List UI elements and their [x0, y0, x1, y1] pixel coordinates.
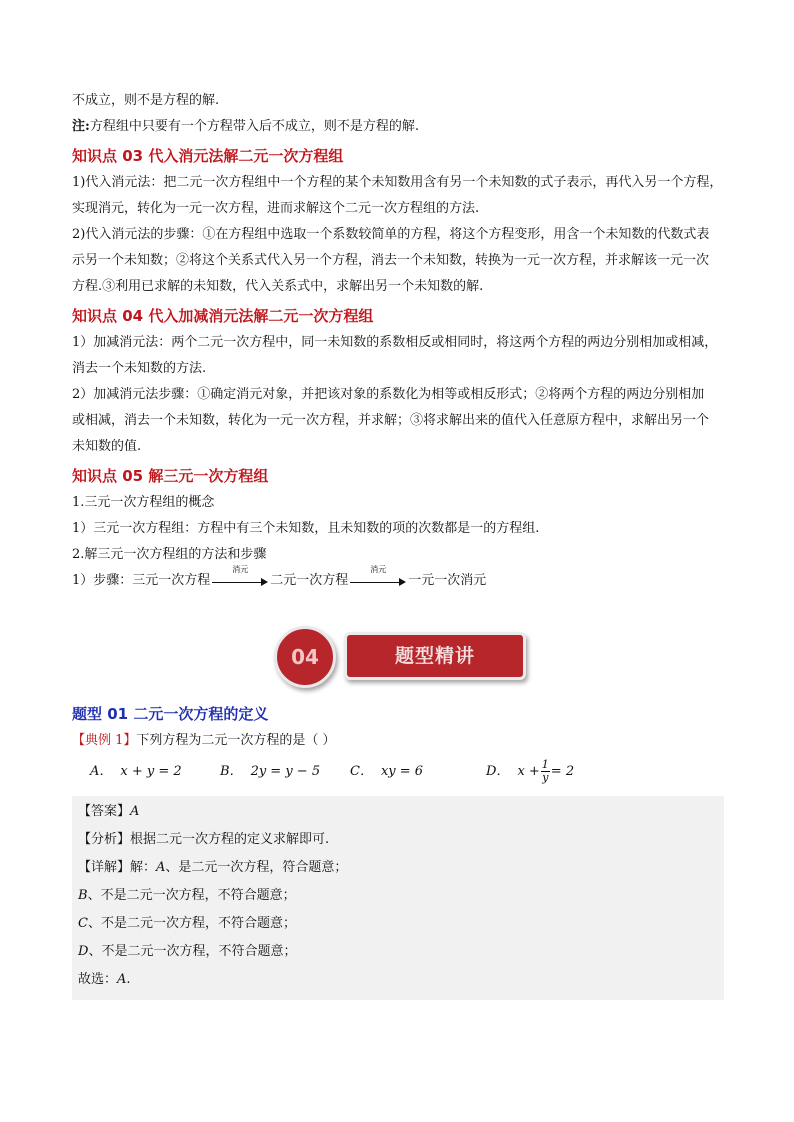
section-title-k04: 知识点 04 代入加减消元法解二元一次方程组	[72, 307, 374, 325]
k04-p2c: 未知数的值.	[72, 439, 142, 454]
options-row	[72, 754, 724, 790]
analysis-line: 【分析】根据二元一次方程的定义求解即可.	[78, 832, 330, 847]
note-text: 方程组中只要有一个方程带入后不成立，则不是方程的解.	[89, 119, 419, 134]
note-paragraph	[72, 114, 724, 140]
k05-s1: 1.三元一次方程组的概念	[72, 495, 215, 510]
step-end: 一元一次消元	[408, 573, 487, 588]
k03-p1a: 1)代入消元法：把二元一次方程组中一个方程的某个未知数用含有另一个未知数的式子表示，再代入另一个方程，	[72, 175, 723, 190]
banner-number-badge: 04	[274, 626, 336, 688]
section-banner	[72, 618, 724, 690]
arrow-label: 消元	[370, 564, 387, 574]
example-label: 【典例 1】	[72, 733, 137, 748]
type01-title: 题型 01 二元一次方程的定义	[72, 705, 269, 723]
document-page	[72, 88, 724, 1000]
detail-line-a: 【详解】解：A、是二元一次方程，符合题意；	[78, 860, 348, 875]
step-mid: 二元一次方程	[270, 573, 349, 588]
detail-line-b: B、不是二元一次方程，不符合题意；	[78, 888, 296, 903]
answer-line: 【答案】A	[78, 804, 140, 819]
arrow-icon	[212, 564, 268, 588]
k05-steps	[72, 564, 724, 594]
k03-p2c: 方程.③利用已求解的未知数，代入关系式中，求解出另一个未知数的解.	[72, 279, 484, 294]
k04-p1b: 消去一个未知数的方法.	[72, 361, 207, 376]
k03-p2b: 示另一个未知数；②将这个关系式代入另一个方程，消去一个未知数，转换为一元一次方程，并求解该一元一次	[72, 253, 710, 268]
k05-s2: 2.解三元一次方程组的方法和步骤	[72, 547, 267, 562]
arrow-icon	[350, 564, 406, 588]
note-label: 注:	[72, 119, 90, 134]
option-d: D． x + $\frac{1}{y}$ = 2	[486, 758, 575, 784]
k03-p1b: 实现消元，转化为一元一次方程，进而求解这个二元一次方程组的方法.	[72, 201, 480, 216]
section-title-k03: 知识点 03 代入消元法解二元一次方程组	[72, 147, 344, 165]
answer-box	[72, 796, 724, 1000]
detail-line-d: D、不是二元一次方程，不符合题意；	[78, 944, 297, 959]
banner-label: 题型精讲	[344, 632, 526, 680]
option-a: A． x + y = 2	[90, 764, 182, 779]
detail-line-c: C、不是二元一次方程，不符合题意；	[78, 916, 296, 931]
k04-p1a: 1）加减消元法：两个二元一次方程中，同一未知数的系数相反或相同时，将这两个方程的两边分别相加或相减，	[72, 335, 718, 350]
option-c: C． xy = 6	[350, 764, 424, 779]
k04-p2b: 或相减，消去一个未知数，转化为一元一次方程，并求解；③将求解出来的值代入任意原方程中，求解出另一个	[72, 413, 710, 428]
intro-line: 不成立，则不是方程的解.	[72, 93, 220, 108]
k03-p2a: 2)代入消元法的步骤：①在方程组中选取一个系数较简单的方程，将这个方程变形，用含一个未知数的代数式表	[72, 227, 710, 242]
conclusion-line: 故选：A.	[78, 972, 131, 987]
fraction: $\frac{1}{y}$	[541, 758, 549, 784]
arrow-label: 消元	[232, 564, 249, 574]
steps-prefix: 1）步骤：三元一次方程	[72, 573, 211, 588]
k04-p2a: 2）加减消元法步骤：①确定消元对象，并把该对象的系数化为相等或相反形式；②将两个方程的两边分别相加	[72, 387, 705, 402]
section-title-k05: 知识点 05 解三元一次方程组	[72, 467, 269, 485]
example-question	[72, 728, 724, 754]
option-b: B． 2y = y − 5	[220, 764, 321, 779]
k05-s1p: 1）三元一次方程组：方程中有三个未知数，且未知数的项的次数都是一的方程组.	[72, 521, 540, 536]
question-text: 下列方程为二元一次方程的是（ ）	[136, 733, 336, 748]
